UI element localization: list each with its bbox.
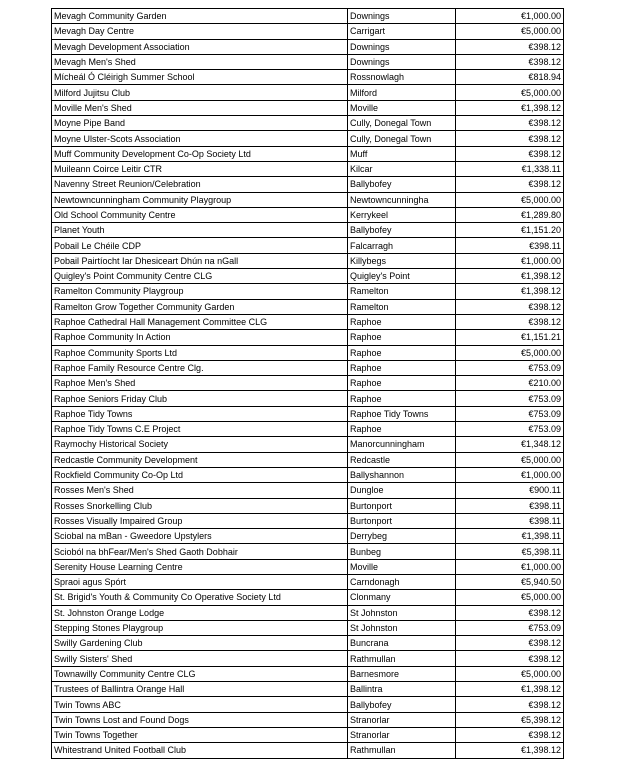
organisation-cell: Whitestrand United Football Club: [52, 743, 348, 758]
amount-cell: €1,000.00: [456, 467, 564, 482]
organisation-cell: Planet Youth: [52, 223, 348, 238]
location-cell: Rathmullan: [348, 651, 456, 666]
amount-cell: €398.12: [456, 116, 564, 131]
location-cell: Redcastle: [348, 452, 456, 467]
table-row: [52, 605, 564, 620]
amount-cell: €1,398.12: [456, 284, 564, 299]
amount-cell: €398.11: [456, 238, 564, 253]
location-cell: Ballybofey: [348, 177, 456, 192]
amount-cell: €753.09: [456, 406, 564, 421]
location-cell: Manorcunningham: [348, 437, 456, 452]
amount-cell: €5,000.00: [456, 345, 564, 360]
organisation-cell: Swilly Gardening Club: [52, 636, 348, 651]
table-row: [52, 452, 564, 467]
table-row: [52, 330, 564, 345]
amount-cell: €5,000.00: [456, 590, 564, 605]
organisation-cell: Raphoe Tidy Towns: [52, 406, 348, 421]
table-row: [52, 299, 564, 314]
table-row: [52, 467, 564, 482]
organisation-cell: Raymochy Historical Society: [52, 437, 348, 452]
organisation-cell: Ramelton Grow Together Community Garden: [52, 299, 348, 314]
table-row: [52, 345, 564, 360]
organisation-cell: Raphoe Seniors Friday Club: [52, 391, 348, 406]
amount-cell: €1,398.11: [456, 529, 564, 544]
organisation-cell: Townawilly Community Centre CLG: [52, 666, 348, 681]
amount-cell: €398.12: [456, 131, 564, 146]
organisation-cell: Newtowncunningham Community Playgroup: [52, 192, 348, 207]
organisation-cell: Moyne Ulster-Scots Association: [52, 131, 348, 146]
table-row: [52, 697, 564, 712]
amount-cell: €5,000.00: [456, 192, 564, 207]
organisation-cell: Spraoi agus Spórt: [52, 574, 348, 589]
table-row: [52, 651, 564, 666]
location-cell: Moville: [348, 100, 456, 115]
location-cell: Moville: [348, 559, 456, 574]
table-row: [52, 437, 564, 452]
table-row: [52, 253, 564, 268]
organisation-cell: Milford Jujitsu Club: [52, 85, 348, 100]
table-row: [52, 391, 564, 406]
organisation-cell: Raphoe Cathedral Hall Management Committee CLG: [52, 314, 348, 329]
location-cell: Burtonport: [348, 513, 456, 528]
amount-cell: €1,398.12: [456, 269, 564, 284]
organisation-cell: Navenny Street Reunion/Celebration: [52, 177, 348, 192]
organisation-cell: Raphoe Community Sports Ltd: [52, 345, 348, 360]
location-cell: Downings: [348, 54, 456, 69]
location-cell: Rathmullan: [348, 743, 456, 758]
amount-cell: €753.09: [456, 360, 564, 375]
amount-cell: €1,289.80: [456, 207, 564, 222]
organisation-cell: Raphoe Tidy Towns C.E Project: [52, 422, 348, 437]
table-row: [52, 85, 564, 100]
organisation-cell: Pobail Le Chéile CDP: [52, 238, 348, 253]
location-cell: Ramelton: [348, 284, 456, 299]
amount-cell: €753.09: [456, 422, 564, 437]
location-cell: Raphoe: [348, 314, 456, 329]
organisation-cell: Raphoe Men's Shed: [52, 376, 348, 391]
location-cell: Raphoe: [348, 360, 456, 375]
amount-cell: €5,000.00: [456, 24, 564, 39]
location-cell: Raphoe: [348, 330, 456, 345]
location-cell: Buncrana: [348, 636, 456, 651]
amount-cell: €398.12: [456, 299, 564, 314]
table-row: [52, 54, 564, 69]
organisation-cell: Mícheál Ó Cléirigh Summer School: [52, 70, 348, 85]
organisation-cell: Rosses Visually Impaired Group: [52, 513, 348, 528]
table-row: [52, 636, 564, 651]
location-cell: Carndonagh: [348, 574, 456, 589]
table-row: [52, 682, 564, 697]
amount-cell: €1,000.00: [456, 9, 564, 24]
organisation-cell: Rosses Snorkelling Club: [52, 498, 348, 513]
location-cell: Newtowncunningha: [348, 192, 456, 207]
location-cell: Muff: [348, 146, 456, 161]
location-cell: Kilcar: [348, 161, 456, 176]
amount-cell: €5,398.11: [456, 544, 564, 559]
location-cell: Killybegs: [348, 253, 456, 268]
table-row: [52, 483, 564, 498]
location-cell: Downings: [348, 9, 456, 24]
amount-cell: €398.12: [456, 54, 564, 69]
location-cell: Derrybeg: [348, 529, 456, 544]
location-cell: Cully, Donegal Town: [348, 131, 456, 146]
location-cell: Milford: [348, 85, 456, 100]
location-cell: Dungloe: [348, 483, 456, 498]
location-cell: Quigley's Point: [348, 269, 456, 284]
organisation-cell: Muff Community Development Co-Op Society Ltd: [52, 146, 348, 161]
table-row: [52, 9, 564, 24]
table-row: [52, 666, 564, 681]
organisation-cell: Serenity House Learning Centre: [52, 559, 348, 574]
table-row: [52, 192, 564, 207]
organisation-cell: Mevagh Community Garden: [52, 9, 348, 24]
organisation-cell: Raphoe Family Resource Centre Clg.: [52, 360, 348, 375]
location-cell: Ramelton: [348, 299, 456, 314]
table-row: [52, 498, 564, 513]
organisation-cell: Raphoe Community In Action: [52, 330, 348, 345]
organisation-cell: Muileann Coirce Leitir CTR: [52, 161, 348, 176]
grants-table: [51, 8, 564, 759]
location-cell: Bunbeg: [348, 544, 456, 559]
organisation-cell: Redcastle Community Development: [52, 452, 348, 467]
location-cell: Stranorlar: [348, 712, 456, 727]
table-row: [52, 376, 564, 391]
amount-cell: €1,398.12: [456, 682, 564, 697]
location-cell: Ballyshannon: [348, 467, 456, 482]
table-row: [52, 529, 564, 544]
organisation-cell: Pobail Pairtíocht Iar Dhesiceart Dhún na nGall: [52, 253, 348, 268]
table-row: [52, 269, 564, 284]
amount-cell: €398.12: [456, 39, 564, 54]
organisation-cell: Quigley's Point Community Centre CLG: [52, 269, 348, 284]
table-row: [52, 559, 564, 574]
location-cell: Carrigart: [348, 24, 456, 39]
organisation-cell: Mevagh Day Centre: [52, 24, 348, 39]
table-row: [52, 743, 564, 758]
location-cell: Raphoe: [348, 376, 456, 391]
table-row: [52, 116, 564, 131]
table-row: [52, 422, 564, 437]
table-row: [52, 177, 564, 192]
organisation-cell: Rosses Men's Shed: [52, 483, 348, 498]
organisation-cell: Trustees of Ballintra Orange Hall: [52, 682, 348, 697]
amount-cell: €398.12: [456, 177, 564, 192]
amount-cell: €398.11: [456, 513, 564, 528]
location-cell: Rossnowlagh: [348, 70, 456, 85]
table-row: [52, 513, 564, 528]
table-row: [52, 70, 564, 85]
amount-cell: €818.94: [456, 70, 564, 85]
amount-cell: €1,000.00: [456, 559, 564, 574]
location-cell: Stranorlar: [348, 727, 456, 742]
table-row: [52, 39, 564, 54]
amount-cell: €1,348.12: [456, 437, 564, 452]
organisation-cell: Moville Men's Shed: [52, 100, 348, 115]
organisation-cell: Swilly Sisters' Shed: [52, 651, 348, 666]
table-row: [52, 100, 564, 115]
amount-cell: €753.09: [456, 391, 564, 406]
amount-cell: €1,151.21: [456, 330, 564, 345]
table-row: [52, 574, 564, 589]
table-row: [52, 146, 564, 161]
table-row: [52, 284, 564, 299]
table-row: [52, 712, 564, 727]
organisation-cell: Old School Community Centre: [52, 207, 348, 222]
table-row: [52, 161, 564, 176]
table-row: [52, 544, 564, 559]
amount-cell: €398.12: [456, 651, 564, 666]
location-cell: Falcarragh: [348, 238, 456, 253]
amount-cell: €900.11: [456, 483, 564, 498]
amount-cell: €398.12: [456, 636, 564, 651]
amount-cell: €1,398.12: [456, 100, 564, 115]
amount-cell: €753.09: [456, 620, 564, 635]
table-row: [52, 590, 564, 605]
organisation-cell: Stepping Stones Playgroup: [52, 620, 348, 635]
amount-cell: €398.12: [456, 314, 564, 329]
location-cell: St Johnston: [348, 605, 456, 620]
location-cell: Raphoe Tidy Towns: [348, 406, 456, 421]
amount-cell: €398.12: [456, 697, 564, 712]
location-cell: Clonmany: [348, 590, 456, 605]
table-row: [52, 238, 564, 253]
amount-cell: €5,000.00: [456, 452, 564, 467]
table-row: [52, 620, 564, 635]
location-cell: Raphoe: [348, 345, 456, 360]
location-cell: St Johnston: [348, 620, 456, 635]
location-cell: Barnesmore: [348, 666, 456, 681]
location-cell: Ballybofey: [348, 223, 456, 238]
location-cell: Kerrykeel: [348, 207, 456, 222]
location-cell: Cully, Donegal Town: [348, 116, 456, 131]
table-row: [52, 360, 564, 375]
location-cell: Ballybofey: [348, 697, 456, 712]
amount-cell: €1,000.00: [456, 253, 564, 268]
amount-cell: €398.12: [456, 727, 564, 742]
amount-cell: €398.12: [456, 605, 564, 620]
amount-cell: €5,398.12: [456, 712, 564, 727]
table-row: [52, 314, 564, 329]
amount-cell: €5,940.50: [456, 574, 564, 589]
organisation-cell: St. Brigid's Youth & Community Co Operative Society Ltd: [52, 590, 348, 605]
organisation-cell: Ramelton Community Playgroup: [52, 284, 348, 299]
location-cell: Raphoe: [348, 391, 456, 406]
location-cell: Burtonport: [348, 498, 456, 513]
organisation-cell: Scioból na bhFear/Men's Shed Gaoth Dobhair: [52, 544, 348, 559]
location-cell: Raphoe: [348, 422, 456, 437]
amount-cell: €1,338.11: [456, 161, 564, 176]
organisation-cell: Twin Towns Lost and Found Dogs: [52, 712, 348, 727]
organisation-cell: Moyne Pipe Band: [52, 116, 348, 131]
organisation-cell: St. Johnston Orange Lodge: [52, 605, 348, 620]
organisation-cell: Mevagh Men's Shed: [52, 54, 348, 69]
table-row: [52, 406, 564, 421]
location-cell: Downings: [348, 39, 456, 54]
amount-cell: €210.00: [456, 376, 564, 391]
table-row: [52, 223, 564, 238]
amount-cell: €5,000.00: [456, 666, 564, 681]
amount-cell: €1,398.12: [456, 743, 564, 758]
amount-cell: €398.12: [456, 146, 564, 161]
amount-cell: €1,151.20: [456, 223, 564, 238]
organisation-cell: Twin Towns Together: [52, 727, 348, 742]
table-row: [52, 727, 564, 742]
organisation-cell: Rockfield Community Co-Op Ltd: [52, 467, 348, 482]
table-row: [52, 207, 564, 222]
organisation-cell: Sciobal na mBan - Gweedore Upstylers: [52, 529, 348, 544]
organisation-cell: Mevagh Development Association: [52, 39, 348, 54]
table-row: [52, 131, 564, 146]
amount-cell: €398.11: [456, 498, 564, 513]
organisation-cell: Twin Towns ABC: [52, 697, 348, 712]
location-cell: Ballintra: [348, 682, 456, 697]
amount-cell: €5,000.00: [456, 85, 564, 100]
grants-table-body: [52, 9, 564, 759]
table-row: [52, 24, 564, 39]
